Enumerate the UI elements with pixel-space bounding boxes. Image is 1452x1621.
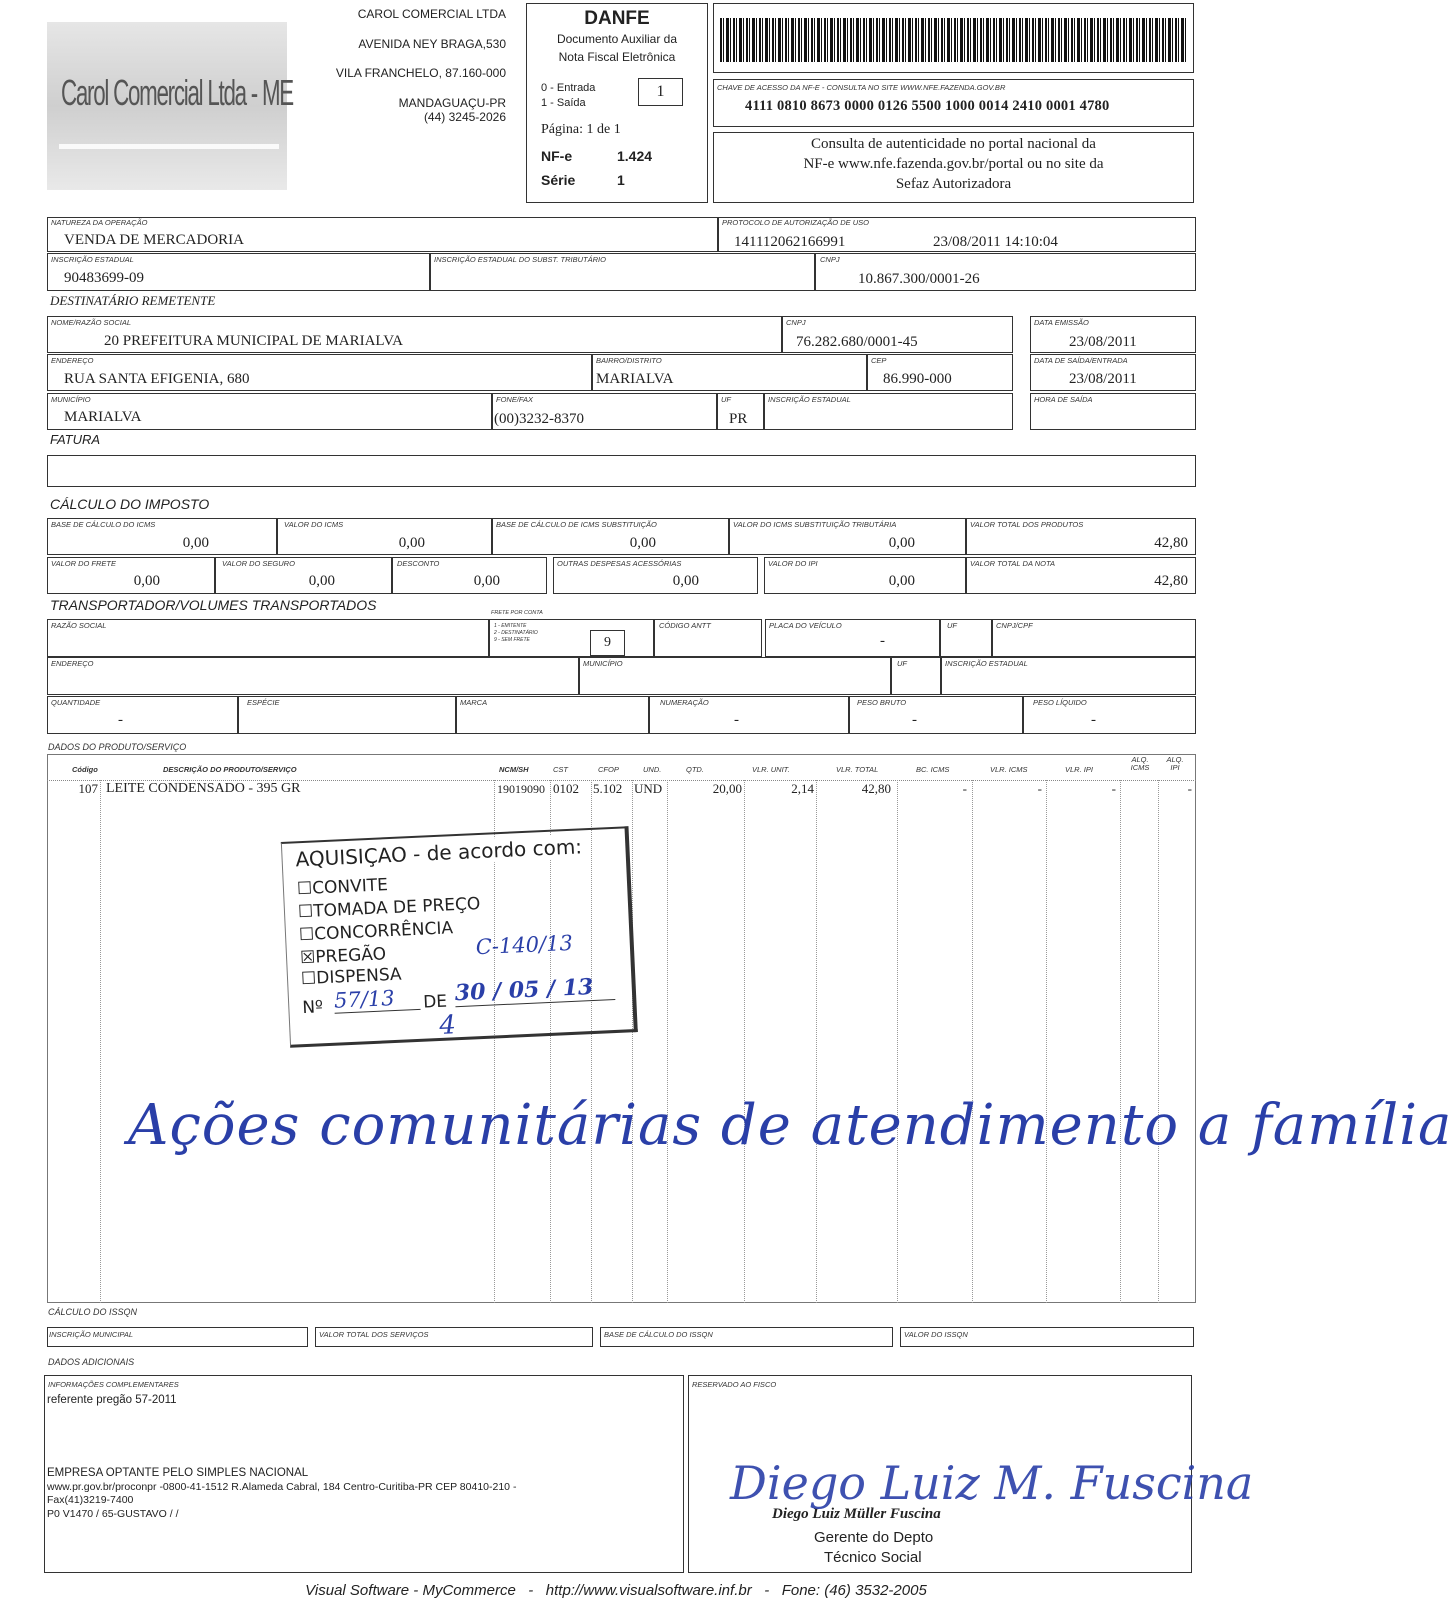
frete-value: 0,00 — [133, 573, 160, 589]
footer-text: Visual Software - MyCommerce - http://www.visualsoftware.inf.br - Fone: (46) 3532-2005 — [305, 1582, 927, 1599]
hdr-und: UND. — [643, 765, 662, 774]
row-qtd: 20,00 — [712, 781, 742, 796]
frete-opt-1: 1 - EMITENTE — [494, 623, 527, 629]
outras-value: 0,00 — [672, 573, 699, 589]
serie-number: 1 — [617, 172, 625, 188]
rcnpj-label: CNPJ — [786, 318, 806, 327]
protocolo-label: PROTOCOLO DE AUTORIZAÇÃO DE USO — [722, 218, 869, 227]
barcode-box — [713, 3, 1194, 73]
row-vlr-icms: - — [1037, 781, 1042, 796]
stamp-hand-mark: 4 — [438, 1010, 457, 1041]
stamp-numero-label: Nº — [301, 997, 324, 1019]
ipi-value: 0,00 — [888, 573, 915, 589]
tendereco-label: ENDEREÇO — [51, 659, 94, 668]
stamp-opt-pregao: ☒PREGÃO — [299, 944, 387, 969]
outras-label: OUTRAS DESPESAS ACESSÓRIAS — [557, 559, 682, 568]
antt-label: CÓDIGO ANTT — [659, 621, 711, 630]
col-sep — [1046, 780, 1047, 1303]
nfe-label: NF-e — [541, 148, 573, 164]
emitter-name: CAROL COMERCIAL LTDA — [357, 7, 506, 21]
serie-label: Série — [541, 172, 576, 188]
row-vlr-ipi: - — [1111, 781, 1116, 796]
quantidade-value: - — [118, 712, 123, 728]
uf-value: PR — [729, 411, 748, 427]
stamp-de-label: DE — [422, 991, 448, 1013]
peso-liquido-label: PESO LÍQUIDO — [1033, 698, 1087, 707]
additional-section: DADOS ADICIONAIS — [48, 1357, 135, 1367]
marca-label: MARCA — [460, 698, 488, 707]
hdr-vlr-icms: VLR. ICMS — [990, 765, 1028, 774]
protocolo-date: 23/08/2011 14:10:04 — [933, 234, 1058, 250]
desconto-value: 0,00 — [473, 573, 500, 589]
hdr-qtd: QTD. — [686, 765, 704, 774]
rie-label: INSCRIÇÃO ESTADUAL — [768, 395, 851, 404]
cnpj-label: CNPJ — [820, 255, 840, 264]
stamp-hand-pregao: C-140/13 — [475, 930, 574, 960]
ie-value: 90483699-09 — [64, 270, 144, 286]
numeracao-label: NUMERAÇÃO — [660, 698, 709, 707]
logo-underline — [59, 144, 279, 149]
nfe-number: 1.424 — [617, 148, 653, 164]
fone-value: (00)3232-8370 — [494, 411, 584, 427]
cep-label: CEP — [871, 356, 887, 365]
col-sep — [667, 780, 668, 1303]
endereco-value: RUA SANTA EFIGENIA, 680 — [64, 371, 250, 387]
fatura-section: FATURA — [50, 432, 101, 447]
quantidade-label: QUANTIDADE — [51, 698, 101, 707]
row-codigo: 107 — [78, 781, 98, 796]
base-icms-value: 0,00 — [182, 535, 209, 551]
row-descricao: LEITE CONDENSADO - 395 GR — [106, 781, 301, 796]
stamp-opt-convite-label: CONVITE — [311, 875, 389, 899]
fatura-box — [47, 455, 1196, 487]
valor-st-label: VALOR DO ICMS SUBSTITUIÇÃO TRIBUTÁRIA — [733, 520, 897, 529]
total-nota-value: 42,80 — [1154, 573, 1188, 589]
row-bc-icms: - — [962, 781, 967, 796]
logo-text: Carol Comercial Ltda - ME — [61, 72, 293, 113]
fone-label: FONE/FAX — [496, 395, 533, 404]
tuf2-label: UF — [897, 659, 907, 668]
saida-value: 23/08/2011 — [1069, 371, 1137, 387]
info-line-1: referente pregão 57-2011 — [47, 1394, 177, 1406]
valor-icms-label: VALOR DO ICMS — [284, 520, 344, 529]
endereco-label: ENDEREÇO — [51, 356, 94, 365]
hdr-vlr-total: VLR. TOTAL — [836, 765, 879, 774]
seguro-label: VALOR DO SEGURO — [222, 559, 295, 568]
consulta-line-3: Sefaz Autorizadora — [895, 176, 1012, 192]
col-sep — [100, 780, 101, 1303]
access-key-label: CHAVE DE ACESSO DA NF-E - CONSULTA NO SITE WWW.NFE.FAZENDA.GOV.BR — [717, 83, 1006, 92]
frete-opt-3: 9 - SEM FRETE — [494, 637, 530, 643]
row-cfop: 5.102 — [593, 781, 623, 796]
frete-value: 9 — [590, 630, 625, 656]
col-sep — [897, 780, 898, 1303]
stamp-opt-pregao-label: PREGÃO — [314, 944, 387, 968]
info-line-5: P0 V1470 / 65-GUSTAVO / / — [47, 1508, 179, 1520]
cep-value: 86.990-000 — [883, 371, 952, 387]
hdr-alq-ipi: ALQ. IPI — [1166, 755, 1184, 772]
total-produtos-value: 42,80 — [1154, 535, 1188, 551]
cnpj-value: 10.867.300/0001-26 — [858, 271, 980, 287]
hdr-descricao: DESCRIÇÃO DO PRODUTO/SERVIÇO — [163, 765, 297, 774]
row-alq-ipi: - — [1187, 781, 1192, 796]
stamp-hand-data: 30 / 05 / 13 — [454, 973, 615, 1007]
peso-bruto-label: PESO BRUTO — [857, 698, 907, 707]
stamp-opt-concorrencia: ☐CONCORRÊNCIA — [298, 918, 454, 946]
hdr-cfop: CFOP — [598, 765, 619, 774]
stamp-title: AQUISIÇAO - de acordo com: — [295, 834, 583, 872]
tie-label: INSCRIÇÃO ESTADUAL — [945, 659, 1028, 668]
desconto-label: DESCONTO — [397, 559, 440, 568]
danfe-entrada: 0 - Entrada — [541, 82, 596, 94]
stamp-opt-dispensa-label: DISPENSA — [315, 964, 403, 989]
danfe-saida: 1 - Saída — [541, 97, 586, 109]
hdr-codigo: Código — [72, 765, 98, 774]
total-nota-label: VALOR TOTAL DA NOTA — [970, 559, 1056, 568]
emitter-city: MANDAGUAÇU-PR — [398, 96, 506, 110]
sign-role-2: Técnico Social — [824, 1549, 922, 1566]
hdr-vlr-unit: VLR. UNIT. — [752, 765, 790, 774]
uf-label: UF — [721, 395, 731, 404]
issqn-section: CÁLCULO DO ISSQN — [48, 1307, 138, 1317]
bairro-value: MARIALVA — [596, 371, 674, 387]
row-und: UND — [634, 781, 663, 796]
stamp-opt-convite: ☐CONVITE — [296, 875, 389, 900]
base-st-label: BASE DE CÁLCULO DE ICMS SUBSTITUIÇÃO — [496, 520, 657, 529]
tmunicipio-label: MUNICÍPIO — [583, 659, 623, 668]
info-line-4: Fax(41)3219-7400 — [47, 1494, 134, 1506]
razao-label: RAZÃO SOCIAL — [51, 621, 107, 630]
total-produtos-label: VALOR TOTAL DOS PRODUTOS — [970, 520, 1084, 529]
stamp-opt-tomada-label: TOMADA DE PREÇO — [312, 894, 481, 922]
imposto-section: CÁLCULO DO IMPOSTO — [50, 496, 210, 512]
handwritten-note: Ações comunitárias de atendimento a família — [128, 1093, 1452, 1158]
municipio-value: MARIALVA — [64, 409, 142, 425]
numeracao-value: - — [734, 712, 739, 728]
base-st-value: 0,00 — [629, 535, 656, 551]
ie-label: INSCRIÇÃO ESTADUAL — [51, 255, 134, 264]
signature: Diego Luiz M. Fuscina — [730, 1456, 1254, 1510]
stamp-opt-concorrencia-label: CONCORRÊNCIA — [313, 918, 454, 945]
ie-st-label: INSCRIÇÃO ESTADUAL DO SUBST. TRIBUTÁRIO — [434, 255, 606, 264]
valor-issqn-label: VALOR DO ISSQN — [904, 1330, 968, 1339]
razao-box — [47, 619, 489, 657]
frete-conta-label: FRETE POR CONTA — [491, 610, 543, 616]
row-ncm: 19019090 — [497, 782, 545, 796]
base-icms-label: BASE DE CÁLCULO DO ICMS — [51, 520, 156, 529]
emitter-district: VILA FRANCHELO, 87.160-000 — [335, 66, 506, 80]
servicos-label: VALOR TOTAL DOS SERVIÇOS — [319, 1330, 429, 1339]
valor-icms-value: 0,00 — [398, 535, 425, 551]
row-vlr-unit: 2,14 — [791, 781, 814, 796]
danfe-tipo: 1 — [638, 78, 683, 106]
hdr-cst: CST — [553, 765, 568, 774]
seguro-value: 0,00 — [308, 573, 335, 589]
products-section: DADOS DO PRODUTO/SERVIÇO — [48, 742, 187, 752]
natureza-value: VENDA DE MERCADORIA — [64, 232, 244, 248]
hora-label: HORA DE SAÍDA — [1034, 395, 1093, 404]
info-label: INFORMAÇÕES COMPLEMENTARES — [48, 1380, 179, 1389]
nome-value: 20 PREFEITURA MUNICIPAL DE MARIALVA — [104, 333, 403, 349]
col-sep — [1158, 780, 1159, 1303]
consulta-line-2: NF-e www.nfe.fazenda.gov.br/portal ou no site da — [803, 156, 1104, 172]
im-label: INSCRIÇÃO MUNICIPAL — [49, 1330, 134, 1339]
col-sep — [972, 780, 973, 1303]
tmunicipio-box — [579, 657, 891, 695]
col-sep — [632, 780, 633, 1303]
placa-label: PLACA DO VEÍCULO — [769, 621, 842, 630]
transport-section: TRANSPORTADOR/VOLUMES TRANSPORTADOS — [50, 597, 377, 613]
frete-opt-2: 2 - DESTINATÁRIO — [494, 630, 538, 636]
peso-liquido-value: - — [1091, 712, 1096, 728]
emitter-logo — [47, 22, 293, 190]
barcode — [720, 18, 1186, 62]
hdr-bc-icms: BC. ICMS — [916, 765, 950, 774]
natureza-label: NATUREZA DA OPERAÇÃO — [51, 218, 148, 227]
tcnpj-label: CNPJ/CPF — [996, 621, 1033, 630]
valor-st-value: 0,00 — [888, 535, 915, 551]
base-issqn-label: BASE DE CÁLCULO DO ISSQN — [604, 1330, 713, 1339]
consulta-line-1: Consulta de autenticidade no portal nacional da — [811, 136, 1096, 152]
access-key: 4111 0810 8673 0000 0126 5500 1000 0014 2410 0001 4780 — [745, 98, 1110, 114]
nome-label: NOME/RAZÃO SOCIAL — [51, 318, 132, 327]
info-line-2: EMPRESA OPTANTE PELO SIMPLES NACIONAL — [47, 1467, 309, 1479]
stamp-opt-tomada: ☐TOMADA DE PREÇO — [297, 894, 481, 923]
emitter-phone: (44) 3245-2026 — [423, 110, 506, 124]
rcnpj-value: 76.282.680/0001-45 — [796, 334, 918, 350]
sign-name: Diego Luiz Müller Fuscina — [772, 1506, 941, 1522]
emissao-value: 23/08/2011 — [1069, 334, 1137, 350]
recipient-section: DESTINATÁRIO REMETENTE — [50, 293, 216, 308]
hdr-alq-icms: ALQ. ICMS — [1130, 755, 1150, 772]
ipi-label: VALOR DO IPI — [768, 559, 818, 568]
saida-label: DATA DE SAÍDA/ENTRADA — [1034, 356, 1128, 365]
row-cst: 0102 — [553, 781, 579, 796]
hdr-vlr-ipi: VLR. IPI — [1065, 765, 1093, 774]
danfe-pagina: Página: 1 de 1 — [541, 122, 621, 137]
frete-label: VALOR DO FRETE — [51, 559, 117, 568]
tendereco-box — [47, 657, 579, 695]
bairro-label: BAIRRO/DISTRITO — [596, 356, 662, 365]
col-sep — [744, 780, 745, 1303]
acquisition-stamp — [280, 808, 640, 1050]
danfe-subtitle-2: Nota Fiscal Eletrônica — [558, 50, 676, 64]
stamp-hand-numero: 57/13 — [334, 985, 421, 1014]
especie-label: ESPÉCIE — [247, 698, 280, 707]
sign-role-1: Gerente do Depto — [814, 1529, 934, 1546]
info-line-3: www.pr.gov.br/proconpr -0800-41-1512 R.Alameda Cabral, 184 Centro-Curitiba-PR CEP 80410-210 - — [47, 1481, 517, 1493]
emitter-address: AVENIDA NEY BRAGA,530 — [358, 37, 506, 51]
emissao-label: DATA EMISSÃO — [1034, 318, 1089, 327]
municipio-label: MUNICÍPIO — [51, 395, 91, 404]
danfe-subtitle-1: Documento Auxiliar da — [556, 32, 678, 46]
tuf-label: UF — [947, 621, 957, 630]
peso-bruto-value: - — [912, 712, 917, 728]
row-vlr-total: 42,80 — [861, 781, 891, 796]
col-sep — [1120, 780, 1121, 1303]
fisco-label: RESERVADO AO FISCO — [692, 1380, 777, 1389]
stamp-opt-dispensa: ☐DISPENSA — [300, 964, 403, 990]
danfe-title: DANFE — [584, 8, 650, 29]
hdr-ncm: NCM/SH — [499, 765, 529, 774]
col-sep — [816, 780, 817, 1303]
placa-value: - — [880, 633, 885, 649]
protocolo-value: 141112062166991 — [734, 234, 846, 250]
